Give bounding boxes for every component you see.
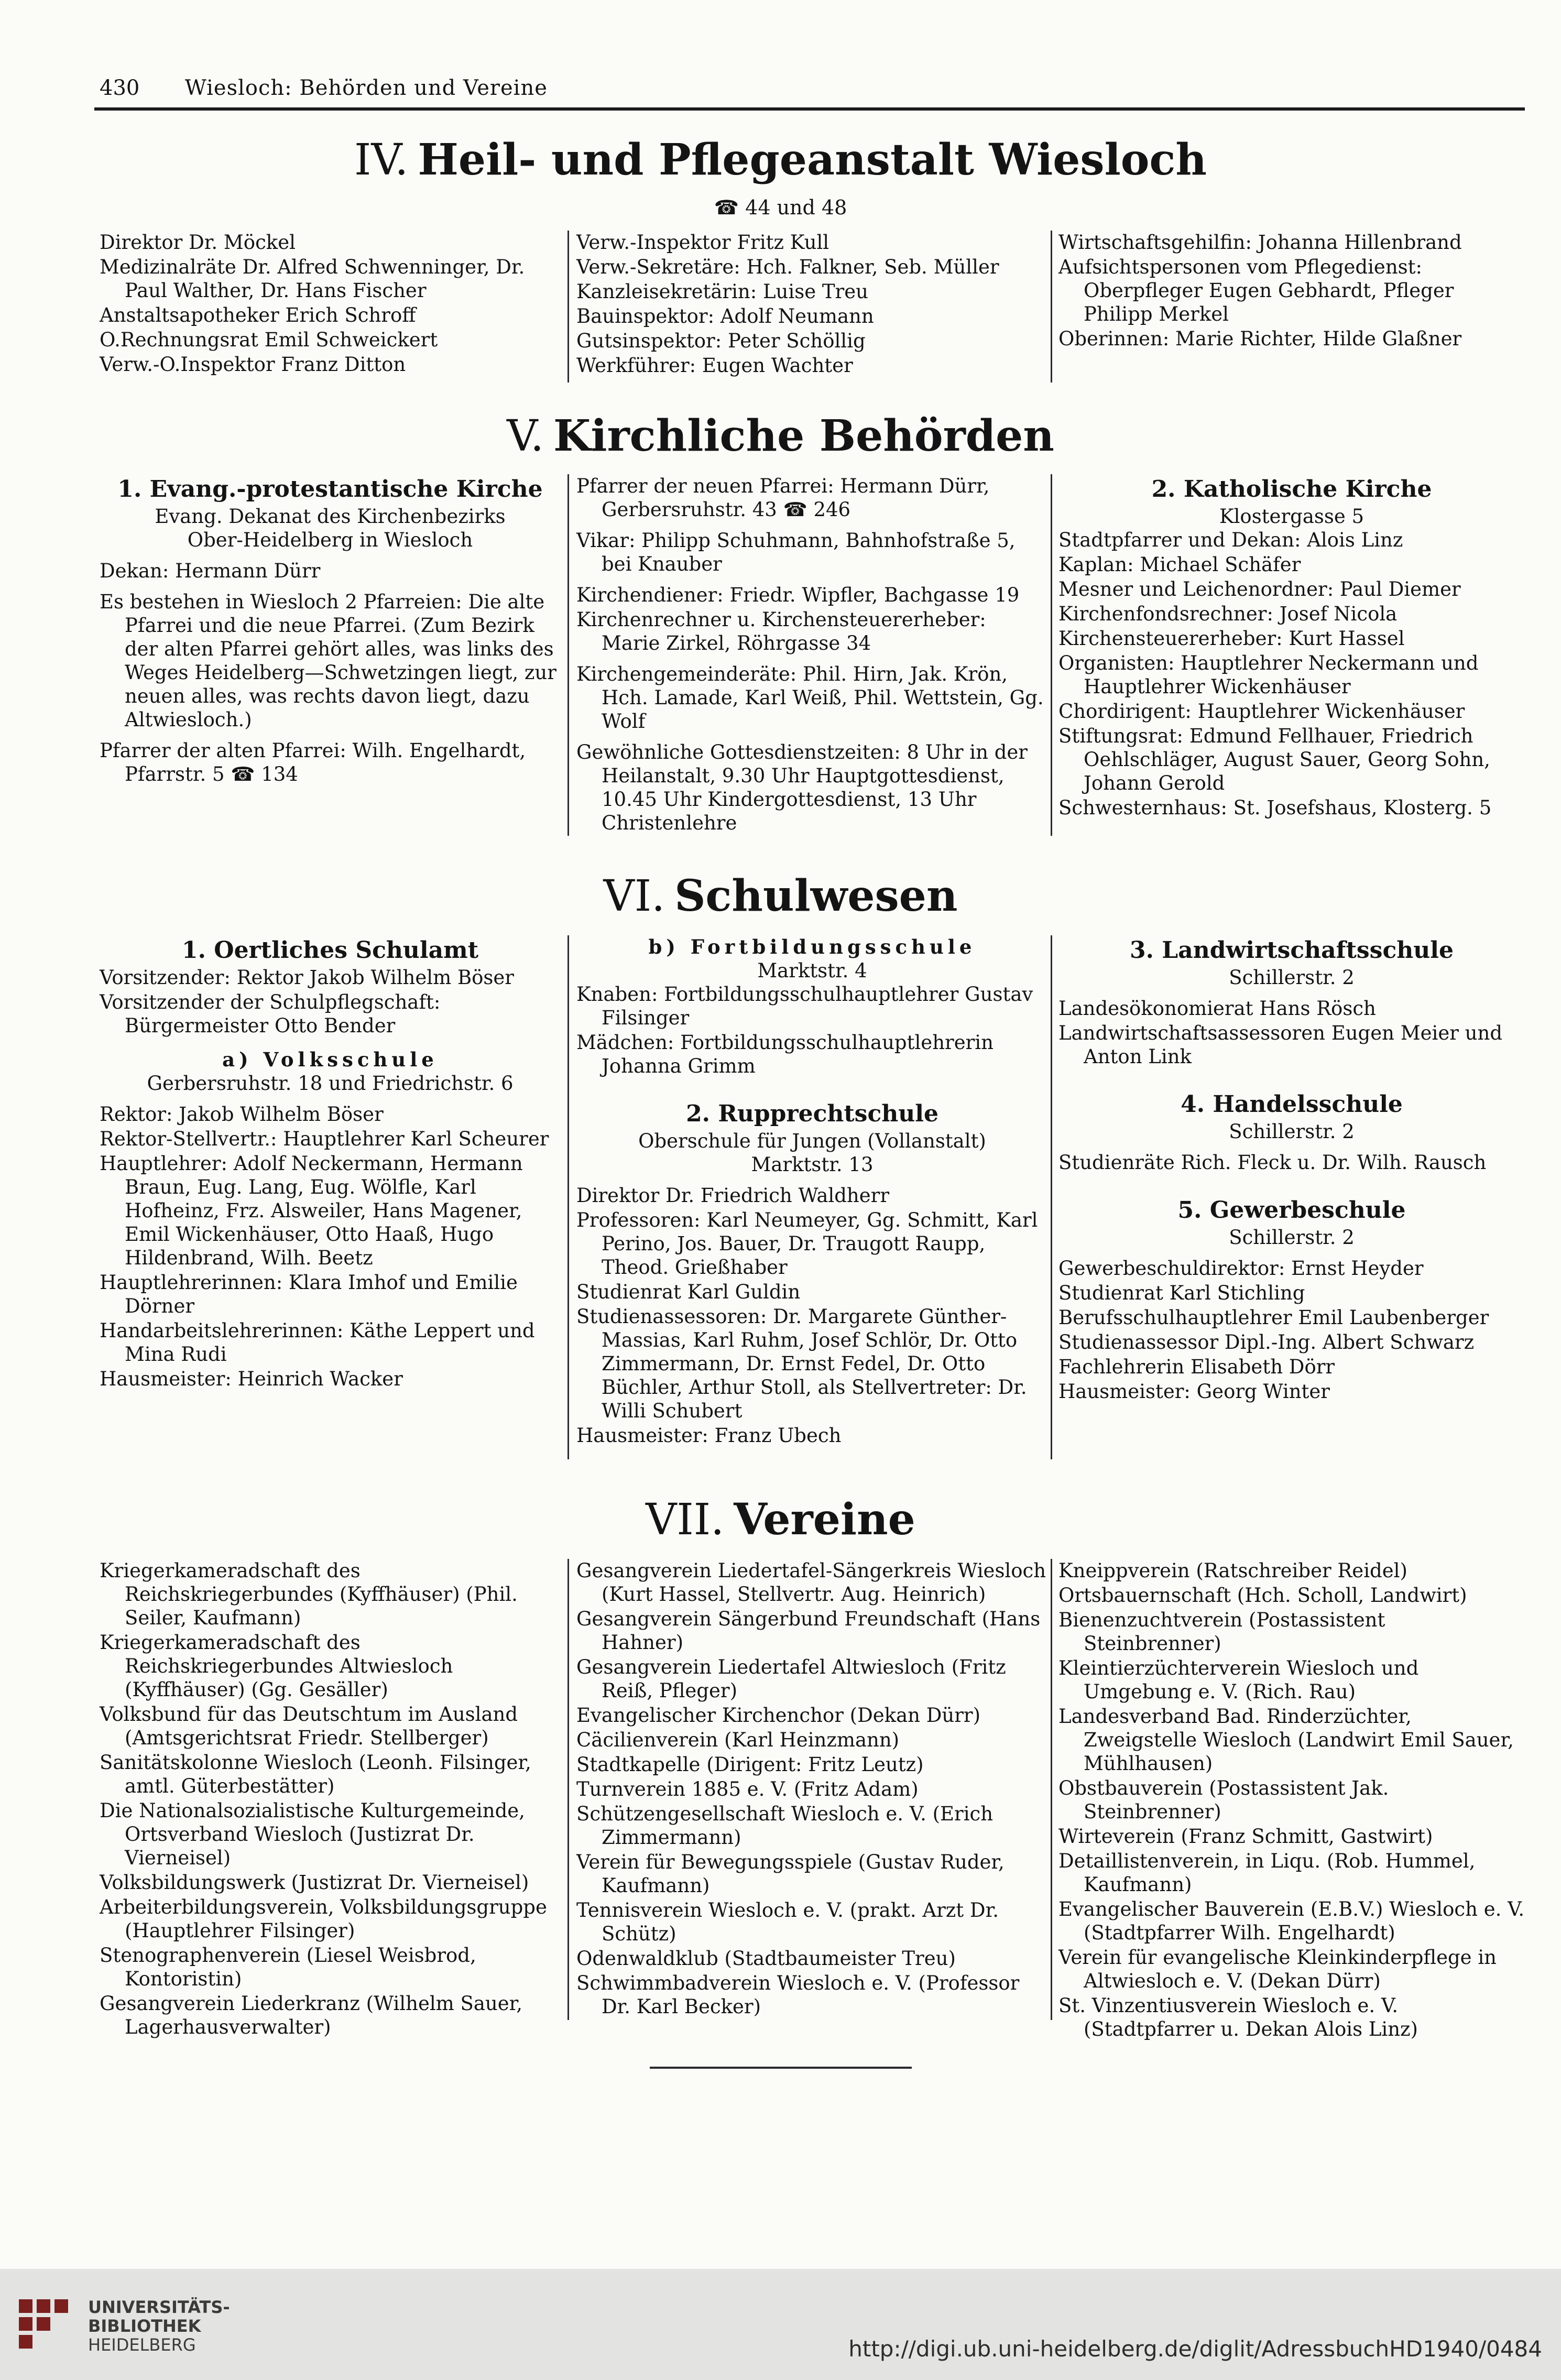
list-item: Stiftungsrat: Edmund Fellhauer, Friedrich Oehlschläger, August Sauer, Georg Sohn, Johann Gerold [1058,725,1490,794]
list-item: Vorsitzender der Schulpflegschaft: Bürgermeister Otto Bender [100,991,441,1037]
library-name [88,2298,230,2354]
section-title-text: Vereine [734,1494,915,1545]
list-item: O.Rechnungsrat Emil Schweickert [100,329,438,351]
telephone-icon: ☎ [714,196,739,219]
list-item: Verw.-Sekretäre: Hch. Falkner, Seb. Müller [576,256,999,278]
list-item: Kleintierzüchterverein Wiesloch und Umgebung e. V. (Rich. Rau) [1058,1657,1419,1703]
subsection-heading: 2. Katholische Kirche [1151,476,1432,503]
list-item: Knaben: Fortbildungsschulhauptlehrer Gustav Filsinger [576,983,1033,1029]
list-item: Anstaltsapotheker Erich Schroff [100,304,416,326]
column-divider [567,935,569,1459]
subsection-address: Schillerstr. 2 [1229,1120,1355,1143]
source-url-link[interactable]: http://digi.ub.uni-heidelberg.de/diglit/AdressbuchHD1940/0484 [848,2336,1542,2362]
section-number: V. [507,411,544,461]
list-item: Tennisverein Wiesloch e. V. (prakt. Arzt Dr. Schütz) [576,1899,999,1945]
list-item: Direktor Dr. Friedrich Waldherr [576,1184,890,1207]
column-divider [1051,231,1052,383]
list-item: Hausmeister: Franz Ubech [576,1424,842,1447]
s5-column-3 [1058,474,1525,820]
list-item: Kirchenrechner u. Kirchensteuererheber: Marie Zirkel, Röhrgasse 34 [576,608,986,654]
subsection-label: b) Fortbildungsschule [648,935,976,958]
subsection-heading: 5. Gewerbeschule [1177,1197,1406,1224]
list-item: Aufsichtspersonen vom Pflegedienst: Oberpfleger Eugen Gebhardt, Pfleger Philipp Merkel [1058,256,1454,325]
paragraph: Es bestehen in Wiesloch 2 Pfarreien: Die alte Pfarrei und die neue Pfarrei. (Zum Bezirk der alten Pfarrei gehört alles, was links des Weges Heidelberg—Schwetzingen liegt, zur neuen alles, was rechts davon liegt, dazu Altwiesloch.) [100,591,556,731]
list-item: Hauptlehrerinnen: Klara Imhof und Emilie Dörner [100,1271,518,1317]
list-item: Stadtpfarrer und Dekan: Alois Linz [1058,529,1403,551]
list-item: Werkführer: Eugen Wachter [576,354,853,377]
column-divider [1051,935,1052,1459]
entry-text: Pfarrer der alten Pfarrei: Wilh. Engelhardt, Pfarrstr. 5 [100,739,526,785]
list-item: Gesangverein Liedertafel Altwiesloch (Fritz Reiß, Pfleger) [576,1656,1006,1702]
phone-numbers: 44 und 48 [745,196,847,219]
list-item: Verw.-O.Inspektor Franz Ditton [100,353,406,376]
s6-column-1 [100,935,561,1391]
list-item: Handarbeitslehrerinnen: Käthe Leppert und Mina Rudi [100,1319,535,1366]
phone-line [0,195,1561,220]
list-item: Kanzleisekretärin: Luise Treu [576,280,868,303]
list-item: Studienassessoren: Dr. Margarete Günther-Massias, Karl Ruhm, Josef Schlör, Dr. Otto Zimmermann, Dr. Ernst Fedel, Dr. Otto Büchler, Arthur Stoll, als Stellvertreter: Dr. Willi Schubert [576,1305,1027,1422]
list-item: Professoren: Karl Neumeyer, Gg. Schmitt, Karl Perino, Jos. Bauer, Dr. Traugott Raupp, Theod. Grießhaber [576,1209,1038,1279]
section-title-text: Heil- und Pflegeanstalt Wiesloch [418,135,1207,185]
list-item: Schwimmbadverein Wiesloch e. V. (Professor Dr. Karl Becker) [576,1972,1020,2018]
section-number: VII. [646,1495,725,1545]
list-item: Studienassessor Dipl.-Ing. Albert Schwarz [1058,1331,1475,1353]
subsection-address: Marktstr. 4 [757,959,867,982]
page-number: 430 [100,76,140,100]
section-title-heilanstalt [0,134,1561,187]
subsection-subtitle: Ober-Heidelberg in Wiesloch [187,529,473,551]
list-item: Fachlehrerin Elisabeth Dörr [1058,1356,1335,1378]
list-item: Verein für evangelische Kleinkinderpflege in Altwiesloch e. V. (Dekan Dürr) [1058,1946,1497,1992]
running-title: Wiesloch: Behörden und Vereine [184,76,548,100]
list-item: Landwirtschaftsassessoren Eugen Meier und Anton Link [1058,1022,1503,1068]
list-item: Medizinalräte Dr. Alfred Schwenninger, Dr. Paul Walther, Dr. Hans Fischer [100,256,525,302]
list-item: Kriegerkameradschaft des Reichskriegerbundes Altwiesloch (Kyffhäuser) (Gg. Gesäller) [100,1631,453,1701]
subsection-address: Gerbersruhstr. 18 und Friedrichstr. 6 [147,1072,514,1095]
column-divider [1051,474,1052,836]
list-item: Hausmeister: Heinrich Wacker [100,1368,403,1390]
list-item: Gewöhnliche Gottesdienstzeiten: 8 Uhr in der Heilanstalt, 9.30 Uhr Hauptgottesdienst, 10.45 Uhr Kindergottesdienst, 13 Uhr Christenlehre [576,741,1028,834]
list-item: Verein für Bewegungsspiele (Gustav Ruder, Kaufmann) [576,1851,1005,1897]
column-divider [567,1559,569,2020]
phone-number: 134 [261,763,298,785]
list-item: Dekan: Hermann Dürr [100,560,321,582]
section-title-text: Schulwesen [674,871,958,921]
list-item: Kirchengemeinderäte: Phil. Hirn, Jak. Krön, Hch. Lamade, Karl Weiß, Phil. Wettstein, Gg. Wolf [576,663,1044,733]
section-title-vereine [0,1493,1561,1546]
subsection-address: Schillerstr. 2 [1229,1226,1355,1249]
list-item: Kaplan: Michael Schäfer [1058,553,1301,576]
list-item: Bienenzuchtverein (Postassistent Steinbrenner) [1058,1609,1385,1655]
column-divider [567,231,569,383]
list-item: Oberinnen: Marie Richter, Hilde Glaßner [1058,327,1462,350]
list-item: Hauptlehrer: Adolf Neckermann, Hermann Braun, Eug. Lang, Eug. Wölfle, Karl Hofheinz, Frz. Alsweiler, Hans Magener, Emil Wickenhäuser, Otto Haaß, Hugo Hildenbrand, Wilh. Beetz [100,1152,523,1269]
section-number: VI. [603,871,665,921]
library-logo-icon [15,2295,78,2353]
list-item: Hausmeister: Georg Winter [1058,1380,1330,1403]
footer-bar [0,2269,1561,2380]
list-item: Verw.-Inspektor Fritz Kull [576,231,829,254]
list-item: Direktor Dr. Möckel [100,231,296,254]
section-title-kirchliche-behoerden [0,410,1561,463]
library-name-line: BIBLIOTHEK [88,2316,201,2336]
list-item: Studienrat Karl Guldin [576,1281,801,1303]
list-item: Kirchenfondsrechner: Josef Nicola [1058,603,1398,625]
column-divider [567,474,569,836]
list-item: Gesangverein Liederkranz (Wilhelm Sauer, Lagerhausverwalter) [100,1992,523,2038]
list-item: Kriegerkameradschaft des Reichskriegerbundes (Kyffhäuser) (Phil. Seiler, Kaufmann) [100,1559,518,1629]
list-item: Detaillistenverein, in Liqu. (Rob. Hummel, Kaufmann) [1058,1850,1476,1896]
list-item: Bauinspektor: Adolf Neumann [576,305,874,327]
column-divider [1051,1559,1052,2020]
list-item: Kirchensteuererheber: Kurt Hassel [1058,627,1405,650]
list-item: Schwesternhaus: St. Josefshaus, Klosterg. 5 [1058,796,1492,819]
list-item: Die Nationalsozialistische Kulturgemeinde, Ortsverband Wiesloch (Justizrat Dr. Vierneisel) [100,1799,525,1869]
s6-column-2 [576,935,1048,1447]
list-item: Kneippverein (Ratschreiber Reidel) [1058,1559,1407,1582]
subsection-heading: 3. Landwirtschaftsschule [1130,937,1454,964]
subsection-subtitle: Evang. Dekanat des Kirchenbezirks [155,505,506,528]
list-item: Berufsschulhauptlehrer Emil Laubenberger [1058,1306,1489,1329]
s7-column-2 [576,1559,1048,2018]
list-item: Stenographenverein (Liesel Weisbrod, Kontoristin) [100,1944,476,1990]
s5-column-1 [100,474,561,786]
list-item: Wirteverein (Franz Schmitt, Gastwirt) [1058,1825,1433,1848]
list-item: Ortsbauernschaft (Hch. Scholl, Landwirt) [1058,1584,1467,1607]
s4-column-3 [1058,231,1525,351]
subsection-heading: 1. Evang.-protestantische Kirche [117,476,543,503]
closing-rule [650,2067,912,2069]
list-item: Gutsinspektor: Peter Schöllig [576,330,866,352]
library-name-line: HEIDELBERG [88,2335,196,2355]
list-item: Vorsitzender: Rektor Jakob Wilhelm Böser [100,966,514,989]
phone-number: 246 [813,498,851,521]
list-item [576,474,1048,521]
list-item: Mädchen: Fortbildungsschulhauptlehrerin Johanna Grimm [576,1031,994,1077]
list-item: Mesner und Leichenordner: Paul Diemer [1058,578,1461,601]
subsection-subtitle: Oberschule für Jungen (Vollanstalt) [638,1130,986,1152]
subsection-address: Marktstr. 13 [751,1153,874,1176]
list-item: Rektor: Jakob Wilhelm Böser [100,1103,384,1126]
section-number: IV. [354,135,409,185]
s5-column-2 [576,474,1048,835]
list-item: Vikar: Philipp Schuhmann, Bahnhofstraße 5, bei Knauber [576,529,1016,575]
subsection-address: Klostergasse 5 [1219,505,1364,528]
list-item: Obstbauverein (Postassistent Jak. Steinbrenner) [1058,1777,1389,1823]
list-item: Volksbildungswerk (Justizrat Dr. Vierneisel) [100,1871,529,1894]
list-item: Odenwaldklub (Stadtbaumeister Treu) [576,1947,956,1970]
list-item: Evangelischer Kirchenchor (Dekan Dürr) [576,1704,981,1727]
list-item: Studienräte Rich. Fleck u. Dr. Wilh. Rausch [1058,1151,1487,1174]
subsection-heading: 2. Rupprechtschule [686,1100,938,1127]
list-item: Sanitätskolonne Wiesloch (Leonh. Filsinger, amtl. Güterbestätter) [100,1751,531,1797]
list-item: Volksbund für das Deutschtum im Ausland (Amtsgerichtsrat Friedr. Stellberger) [100,1703,518,1749]
running-header [100,72,1525,104]
list-item: Chordirigent: Hauptlehrer Wickenhäuser [1058,700,1465,723]
s7-column-1 [100,1559,561,2039]
list-item: Wirtschaftsgehilfin: Johanna Hillenbrand [1058,231,1462,254]
subsection-heading: 4. Handelsschule [1181,1091,1403,1118]
list-item: Cäcilienverein (Karl Heinzmann) [576,1729,900,1751]
list-item: Gesangverein Sängerbund Freundschaft (Hans Hahner) [576,1608,1041,1654]
telephone-icon: ☎ [231,763,255,785]
subsection-label: a) Volksschule [222,1048,438,1071]
list-item: Landesökonomierat Hans Rösch [1058,997,1376,1020]
list-item: Schützengesellschaft Wiesloch e. V. (Erich Zimmermann) [576,1803,994,1849]
s4-column-2 [576,231,1048,377]
s7-column-3 [1058,1559,1525,2041]
header-rule [94,107,1525,111]
s4-column-1 [100,231,561,376]
list-item: Landesverband Bad. Rinderzüchter, Zweigstelle Wiesloch (Landwirt Emil Sauer, Mühlhausen) [1058,1705,1514,1775]
subsection-heading: 1. Oertliches Schulamt [181,937,479,964]
library-name-line: UNIVERSITÄTS- [88,2297,230,2317]
list-item: Rektor-Stellvertr.: Hauptlehrer Karl Scheurer [100,1128,549,1150]
subsection-address: Schillerstr. 2 [1229,966,1355,989]
list-item: Organisten: Hauptlehrer Neckermann und Hauptlehrer Wickenhäuser [1058,652,1479,698]
list-item: Kirchendiener: Friedr. Wipfler, Bachgasse 19 [576,584,1020,606]
list-item: Gewerbeschuldirektor: Ernst Heyder [1058,1257,1424,1280]
section-title-schulwesen [0,870,1561,923]
list-item [100,739,561,786]
list-item: Stadtkapelle (Dirigent: Fritz Leutz) [576,1753,924,1776]
list-item: Gesangverein Liedertafel-Sängerkreis Wiesloch (Kurt Hassel, Stellvertr. Aug. Heinrich) [576,1559,1046,1606]
section-title-text: Kirchliche Behörden [553,411,1054,461]
list-item: Turnverein 1885 e. V. (Fritz Adam) [576,1778,919,1800]
list-item: Evangelischer Bauverein (E.B.V.) Wiesloch e. V. (Stadtpfarrer Wilh. Engelhardt) [1058,1898,1525,1944]
list-item: St. Vinzentiusverein Wiesloch e. V. (Stadtpfarrer u. Dekan Alois Linz) [1058,1994,1418,2040]
s6-column-3 [1058,935,1525,1403]
list-item: Arbeiterbildungsverein, Volksbildungsgruppe (Hauptlehrer Filsinger) [100,1896,547,1942]
telephone-icon: ☎ [783,498,807,521]
entry-text: Pfarrer der neuen Pfarrei: Hermann Dürr, Gerbersruhstr. 43 [576,475,990,521]
list-item: Studienrat Karl Stichling [1058,1282,1305,1304]
